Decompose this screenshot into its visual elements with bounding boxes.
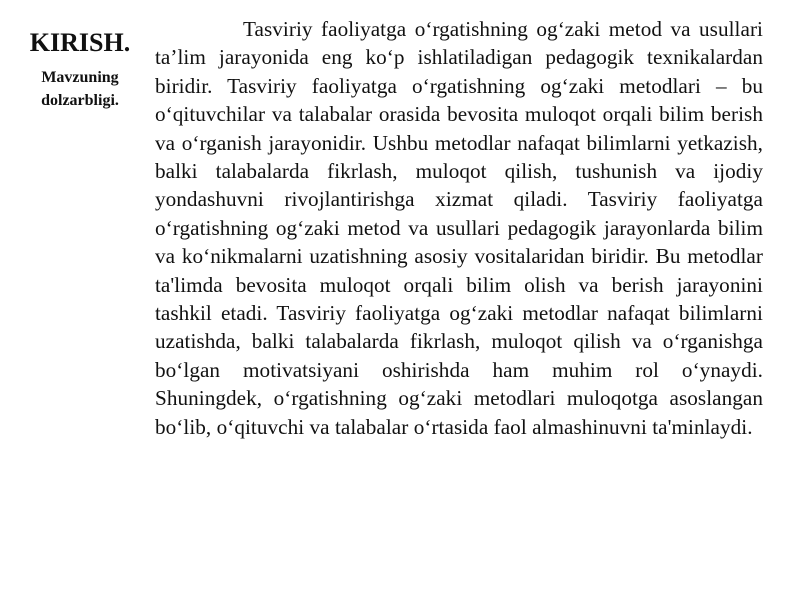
body-paragraph: Tasviriy faoliyatga o‘rgatishning og‘zaki metod va usullari ta’lim jarayonida eng ko‘p ishlatiladigan pedagogik texnikalardan biridir. Tasviriy faoliyatga o‘rgatishning og‘zaki metodlari – bu o‘qituvchilar va talabalar orasida bevosita muloqot orqali bilim berish va o‘rganish jarayonidir. Ushbu metodlar nafaqat bilimlarni yetkazish, balki talabalarda fikrlash, muloqot qilish, tushunish va ijodiy yondashuvni rivojlantirishga xizmat qiladi. Tasviriy faoliyatga o‘rgatishning og‘zaki metod va usullari pedagogik jarayonlarda bilim va ko‘nikmalarni uzatishning asosiy vositalaridan biridir. Bu metodlar ta'limda bevosita muloqot orqali bilim olish va berish jarayonini tashkil etadi. Tasviriy faoliyatga og‘zaki metodlar nafaqat bilimlarni uzatishda, balki talabalarda fikrlash, muloqot qilish va o‘rganishga bo‘lgan motivatsiyani oshirishda ham muhim rol o‘ynaydi. Shuningdek, o‘rgatishning og‘zaki metodlari muloqotga asoslangan bo‘lib, o‘qituvchi va talabalar o‘rtasida faol almashinuvni ta'minlaydi. <box>155 17 763 439</box>
section-subheading: Mavzuning dolzarbligi. <box>41 69 119 109</box>
section-header <box>12 28 148 112</box>
section-heading: KIRISH. <box>29 28 131 57</box>
